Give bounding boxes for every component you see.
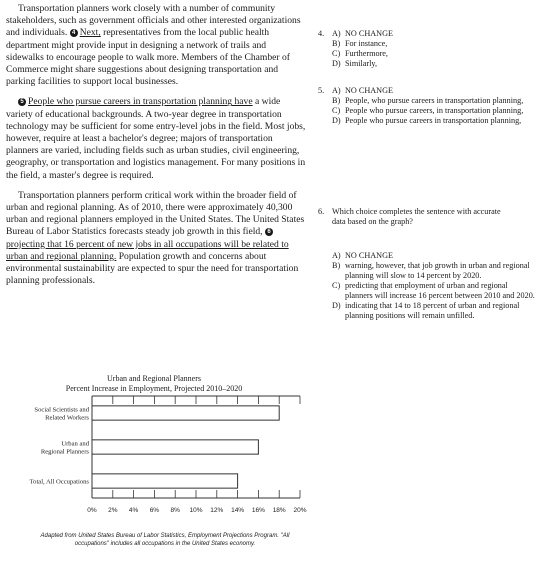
x-tick-label: 12% <box>210 507 224 514</box>
option-letter: D) <box>332 116 341 125</box>
question-6-options <box>332 251 537 321</box>
bar-chart <box>4 374 307 524</box>
option-letter: A) <box>332 251 341 260</box>
option-letter: B) <box>332 261 341 270</box>
option-letter: B) <box>332 39 341 48</box>
question-4-marker: 4 <box>70 29 78 37</box>
category-label: Social Scientists and Related Workers <box>34 406 89 422</box>
option-letter: A) <box>332 86 341 95</box>
question-6-stem: Which choice completes the sentence with accurate data based on the graph? <box>332 207 501 226</box>
option-text: NO CHANGE <box>345 251 393 260</box>
option-5a[interactable] <box>332 86 537 96</box>
p1-text-b: representatives from the local public health department might provide input in designing a network of trails and sidewalks to encourage people to walk more. Members of the Chamber of Commerce might share suggestions about designing transportation and parking facilities to support local businesses. <box>6 27 290 88</box>
x-tick-label: 14% <box>231 507 245 514</box>
bar <box>92 406 279 420</box>
p3-text-a: Transportation planners perform critical work within the broader field of urban and regional planning. As of 2010, there were approximately 40,300 urban and regional planners employed in the United States. The United States Bureau of Labor Statistics forecasts steady job growth in this field, <box>6 189 305 238</box>
option-letter: C) <box>332 49 341 58</box>
option-text: People who pursue careers, in transportation planning, <box>345 106 524 115</box>
option-5d[interactable] <box>332 116 537 126</box>
p3-text-b: Population growth and concerns about environmental sustainability are expected to spur the need for transportation planning professionals. <box>6 250 299 287</box>
passage <box>6 3 306 295</box>
option-letter: D) <box>332 301 341 310</box>
option-5b[interactable] <box>332 96 537 106</box>
x-tick-label: 16% <box>251 507 265 514</box>
x-tick-label: 6% <box>149 507 160 514</box>
p2-underlined-text: People who pursue careers in transportation planning have <box>28 96 253 108</box>
option-4d[interactable] <box>332 59 537 69</box>
option-text: predicting that employment of urban and regional planners will increase 16 percent between 2010 and 2020. <box>345 281 535 300</box>
p1-underlined-text: Next, <box>79 27 101 39</box>
question-number: 6. <box>318 207 325 216</box>
p1-text-a: Transportation planners work closely with a number of community stakeholders, such as government officials and other interested organizations and individuals. <box>6 3 301 39</box>
x-tick-label: 4% <box>128 507 139 514</box>
option-letter: D) <box>332 59 341 68</box>
chart-subtitle: Percent Increase in Employment, Projected 2010–2020 <box>65 383 243 393</box>
passage-paragraph-3 <box>6 190 306 288</box>
question-number: 4. <box>318 29 325 38</box>
category-label: Urban and Regional Planners <box>40 440 89 456</box>
category-label: Total, All Occupations <box>29 478 89 486</box>
option-6a[interactable] <box>332 251 537 261</box>
x-tick-label: 8% <box>170 507 180 514</box>
question-4-options <box>332 29 537 69</box>
question-5-marker: 5 <box>18 98 26 106</box>
question-6-marker: 6 <box>265 228 273 236</box>
option-letter: A) <box>332 29 341 38</box>
option-text: People, who pursue careers in transportation planning, <box>345 96 524 105</box>
option-letter: C) <box>332 106 341 115</box>
bar <box>92 440 258 454</box>
option-text: For instance, <box>345 39 388 48</box>
x-tick-label: 20% <box>293 507 307 514</box>
option-text: NO CHANGE <box>345 86 393 95</box>
chart-title: Urban and Regional Planners <box>107 374 201 383</box>
option-letter: B) <box>332 96 341 105</box>
option-5c[interactable] <box>332 106 537 116</box>
x-tick-label: 0% <box>87 507 97 514</box>
question-5-options <box>332 86 537 126</box>
question-number: 5. <box>318 86 325 95</box>
x-tick-label: 2% <box>108 507 118 514</box>
p2-text-b: a wide variety of educational backgrounds. A two-year degree in transportation technology may be sufficient for some entry-level jobs in the field. Most jobs, however, require at least a bachelor's degree; majors of transportation planners are varied, including fields such as urban studies, civil engineering, geography, or transportation and logistics management. For many positions in the field, a master's degree is required. <box>6 96 306 181</box>
x-tick-label: 10% <box>189 507 203 514</box>
chart-source-note: Adapted from United States Bureau of Labor Statistics, Employment Projections Program. "All occupations" includes all occupations in the United States economy. <box>40 533 290 547</box>
option-text: People who pursue careers in transportation planning, <box>345 116 522 125</box>
bar <box>92 474 238 488</box>
option-text: indicating that 14 to 18 percent of urban and regional planning positions will remain unfilled. <box>345 301 520 320</box>
option-4c[interactable] <box>332 49 537 59</box>
p3-underlined-text: projecting that 16 percent of new jobs in all occupations will be related to urban and regional planning. <box>6 238 289 262</box>
passage-paragraph-1 <box>6 3 306 88</box>
option-4a[interactable] <box>332 29 537 39</box>
option-text: warning, however, that job growth in urban and regional planning will slow to 14 percent by 2020. <box>345 261 530 280</box>
option-text: NO CHANGE <box>345 29 393 38</box>
x-tick-label: 18% <box>272 507 286 514</box>
option-6d[interactable] <box>332 301 537 321</box>
option-text: Similarly, <box>345 59 377 68</box>
option-text: Furthermore, <box>345 49 388 58</box>
option-6b[interactable] <box>332 261 537 281</box>
option-6c[interactable] <box>332 281 537 301</box>
option-4b[interactable] <box>332 39 537 49</box>
passage-paragraph-2 <box>6 96 306 181</box>
option-letter: C) <box>332 281 341 290</box>
